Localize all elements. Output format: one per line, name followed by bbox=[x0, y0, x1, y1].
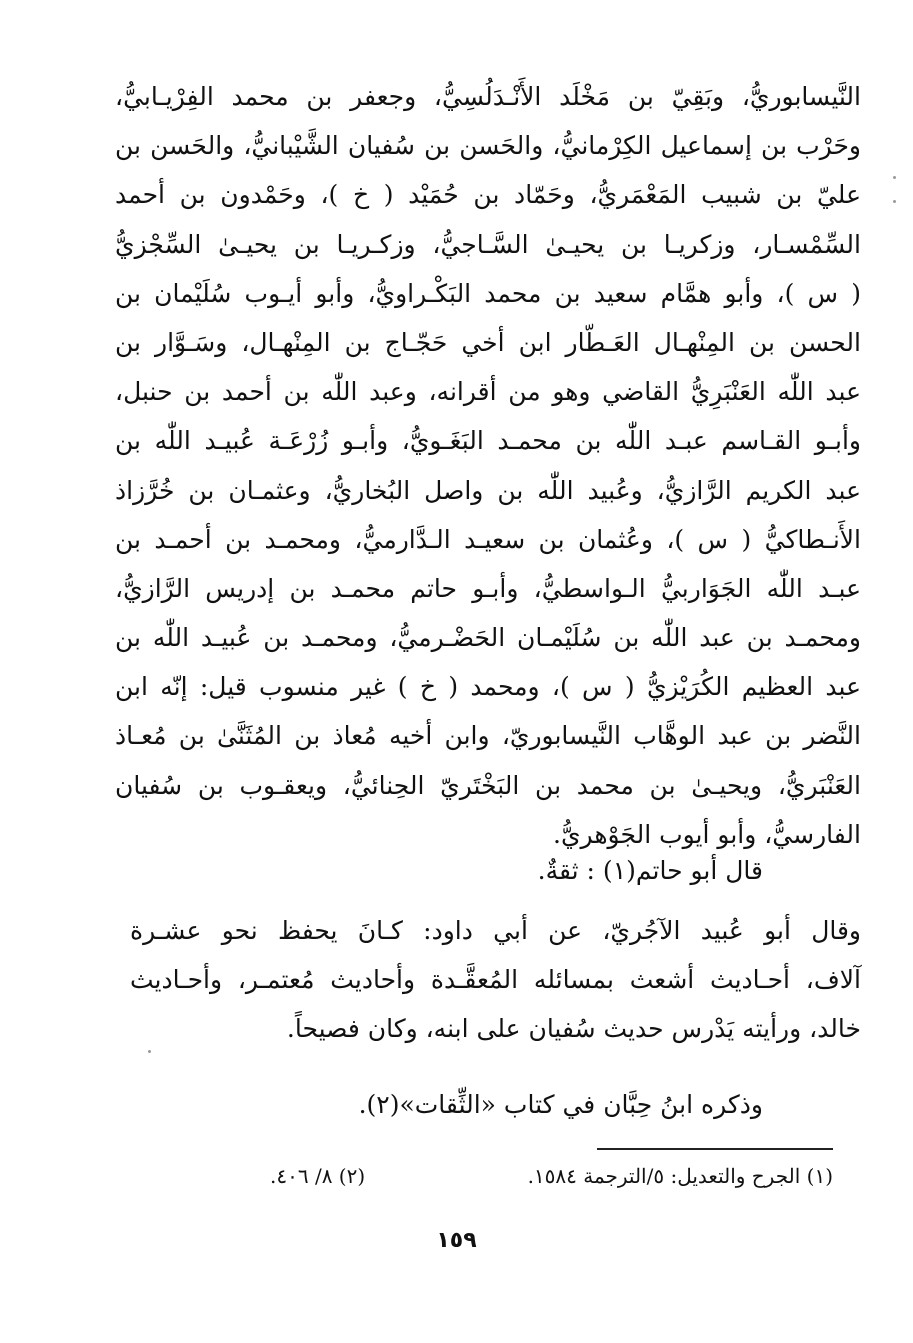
text-line: وذكره ابنُ حِبَّان في كتاب «الثِّقات»(٢). bbox=[358, 1090, 763, 1119]
footnote-1: (١) الجرح والتعديل: ٥/الترجمة ١٥٨٤. bbox=[527, 1164, 833, 1188]
ibn-hibban-statement bbox=[115, 1080, 763, 1129]
text-line: الفارسيُّ، وأبو أيوب الجَوْهريُّ. bbox=[553, 819, 861, 849]
text-line: عليّ بن شبيب المَعْمَريُّ، وحَمّاد بن حُمَيْد ( خ )، وحَمْدون بن أحمد bbox=[115, 180, 861, 210]
text-line: ومحمـد بن عبد اللّٰه بن سُلَيْمـان الحَضْـرميُّ، ومحمـد بن عُبيـد اللّٰه بن bbox=[115, 623, 861, 653]
text-line: عبـد اللّٰه الجَوَاربيُّ الـواسطيُّ، وأبـو حاتم محمـد بن إدريس الرَّازيُّ، bbox=[115, 573, 861, 603]
text-line: الحسن بن المِنْهـال العَـطّار ابن أخي حَجّـاج بن المِنْهـال، وسَـوَّار بن bbox=[115, 327, 861, 357]
scan-speck bbox=[893, 200, 896, 203]
footnote-divider bbox=[597, 1148, 833, 1150]
ajurri-paragraph bbox=[130, 906, 861, 1054]
scan-speck bbox=[893, 176, 896, 179]
footnote-2: (٢) ٨/ ٤٠٦. bbox=[270, 1164, 366, 1188]
text-line: السِّمْسـار، وزكريـا بن يحيـىٰ السَّـاجيُّ، وزكـريـا بن يحيـىٰ السِّجْزيُّ bbox=[115, 229, 861, 259]
scan-speck bbox=[148, 1050, 151, 1053]
main-paragraph bbox=[115, 72, 861, 859]
text-line: العَنْبَريُّ، ويحيـىٰ بن محمد بن البَخْتَريّ الحِنائيُّ، ويعقـوب بن سُفيان bbox=[115, 770, 861, 800]
page-number: ١٥٩ bbox=[436, 1228, 477, 1253]
text-line: وحَرْب بن إسماعيل الكِرْمانيُّ، والحَسن بن سُفيان الشَّيْبانيُّ، والحَسن بن bbox=[115, 131, 861, 161]
text-line: النَّيسابوريُّ، وبَقِيّ بن مَخْلَد الأَنْـدَلُسِيُّ، وجعفر بن محمد الفِرْيـابيُّ، bbox=[115, 82, 861, 111]
abu-hatim-statement bbox=[115, 846, 763, 895]
text-line: قال أبو حاتم(١) : ثقةٌ. bbox=[537, 856, 763, 885]
text-line: خالد، ورأيته يَدْرس حديث سُفيان على ابنه، وكان فصيحاً. bbox=[286, 1014, 861, 1044]
text-line: عبد العظيم الكُرَيْزيُّ ( س )، ومحمد ( خ ) غير منسوب قيل: إنّه ابن bbox=[115, 672, 861, 702]
text-line: ( س )، وأبو همَّام سعيد بن محمد البَكْـراويُّ، وأبو أيـوب سُلَيْمان بن bbox=[115, 278, 861, 308]
text-line: النَّضر بن عبد الوهَّاب النَّيسابوريّ، وابن أخيه مُعاذ بن المُثَنَّىٰ بن مُعـاذ bbox=[115, 721, 861, 751]
text-line: الأَنـطاكيُّ ( س )، وعُثمان بن سعيـد الـدَّارميُّ، ومحمـد بن أحمـد بن bbox=[115, 524, 861, 554]
footnotes bbox=[270, 1158, 833, 1194]
text-line: عبد اللّٰه العَنْبَرِيُّ القاضي وهو من أقرانه، وعبد اللّٰه بن أحمد بن حنبل، bbox=[115, 377, 861, 407]
text-line: آلاف، أحـاديث أشعث بمسائله المُعقَّـدة وأحاديث مُعتمـر، وأحـاديث bbox=[130, 965, 861, 995]
text-line: وقال أبو عُبيد الآجُريّ، عن أبي داود: كـانَ يحفظ نحو عشـرة bbox=[130, 916, 861, 945]
text-line: عبد الكريم الرَّازيُّ، وعُبيد اللّٰه بن واصل البُخاريُّ، وعثمـان بن خُرَّزاذ bbox=[115, 475, 861, 505]
text-line: وأبـو القـاسم عبـد اللّٰه بن محمـد البَغَـويُّ، وأبـو زُرْعَـة عُبيـد اللّٰه بن bbox=[115, 426, 861, 456]
